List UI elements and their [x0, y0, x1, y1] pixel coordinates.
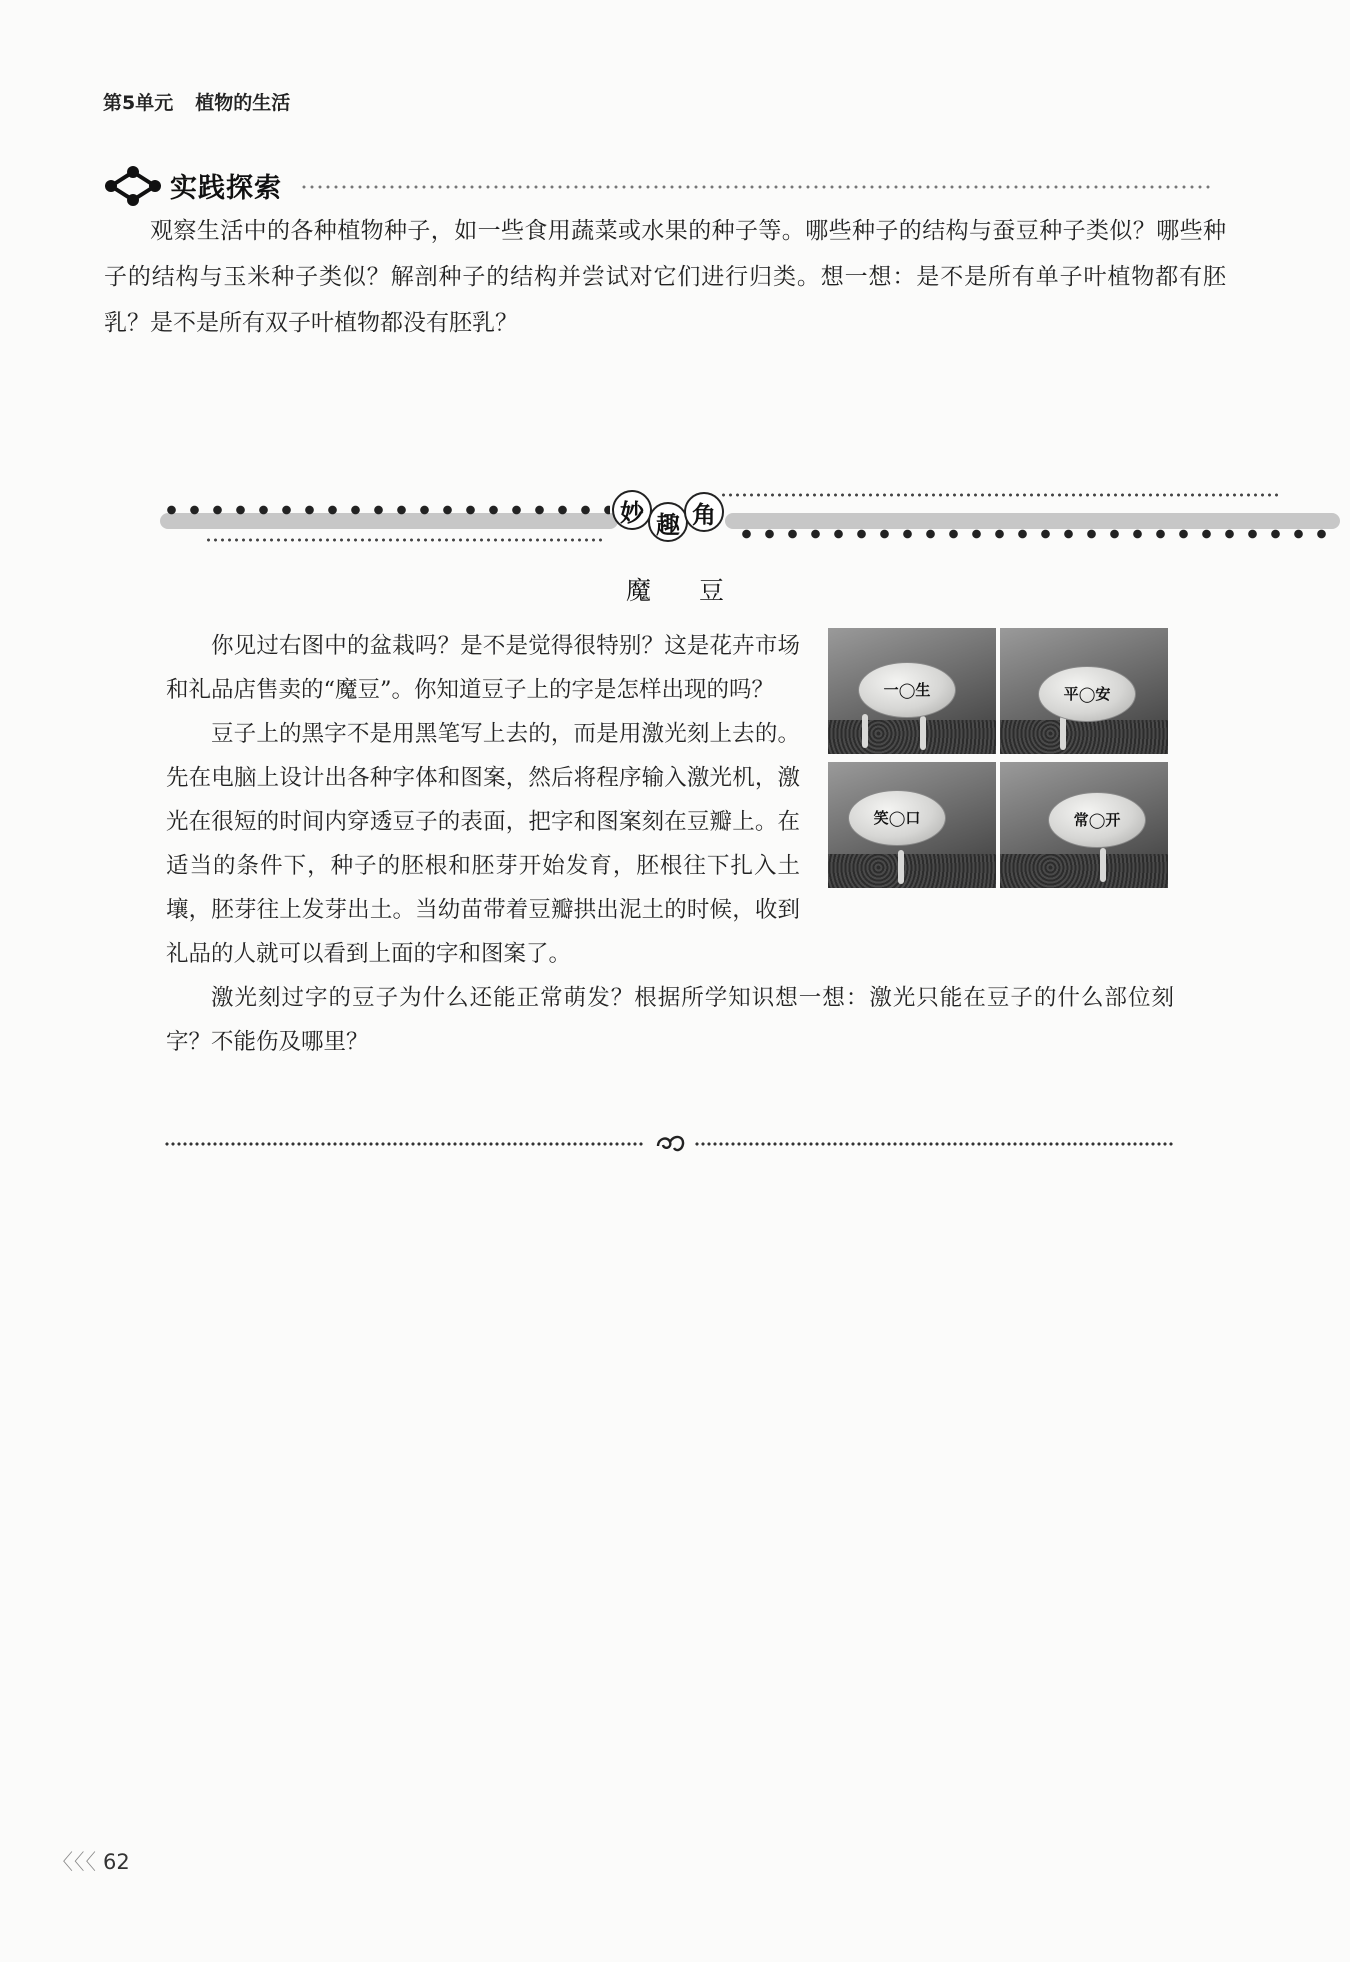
- fun-corner-body: [166, 624, 1174, 1064]
- bean-photo: [828, 628, 996, 754]
- fun-corner-badge: 角: [684, 492, 724, 532]
- fine-dotted-rule: [720, 493, 1282, 497]
- unit-label: 第5单元: [103, 92, 174, 114]
- bean-text: 一◯生: [858, 662, 956, 718]
- fun-corner-header: [160, 488, 1190, 548]
- diamond-dots-icon: [104, 166, 166, 206]
- dotted-rule: [164, 1142, 644, 1146]
- bean-photo: [1000, 628, 1168, 754]
- practice-section-header: [104, 166, 1214, 206]
- practice-body: [104, 208, 1226, 346]
- magic-bean-photos: [828, 628, 1174, 890]
- bean-text: 笑◯口: [848, 790, 946, 846]
- dotted-rule: [694, 1142, 1174, 1146]
- running-head: [103, 88, 290, 115]
- fine-dotted-rule: [205, 538, 605, 542]
- fun-paragraph: 激光刻过字的豆子为什么还能正常萌发？根据所学知识想一想：激光只能在豆子的什么部位刻字？不能伤及哪里？: [166, 985, 1174, 1055]
- bean-text: 平◯安: [1038, 666, 1136, 722]
- bold-dotted-rule: [735, 528, 1335, 540]
- chevrons-left-icon: 〈〈〈: [52, 1850, 97, 1874]
- bean-photo: [828, 762, 996, 888]
- practice-title: 实践探索: [170, 173, 282, 204]
- swirl-ornament-icon: [654, 1132, 688, 1156]
- fun-corner-footer: [164, 1132, 1174, 1156]
- fun-corner-badge: 妙: [612, 490, 652, 530]
- fun-paragraph: 你见过右图中的盆栽吗？是不是觉得很特别？这是花卉市场和礼品店售卖的“魔豆”。你知道豆子上的字是怎样出现的吗？: [166, 633, 800, 703]
- dotted-rule: [300, 185, 1210, 189]
- bold-dotted-rule: [160, 504, 610, 516]
- unit-title: 植物的生活: [195, 92, 291, 114]
- bean-text: 常◯开: [1048, 792, 1146, 848]
- bean-photo: [1000, 762, 1168, 888]
- practice-paragraph: 观察生活中的各种植物种子，如一些食用蔬菜或水果的种子等。哪些种子的结构与蚕豆种子类似？哪些种子的结构与玉米种子类似？解剖种子的结构并尝试对它们进行归类。想一想：是不是所有单子叶植物都有胚乳？是不是所有双子叶植物都没有胚乳？: [104, 218, 1226, 336]
- gray-bar: [725, 513, 1340, 529]
- page-number: 62: [103, 1850, 130, 1874]
- page-footer: [52, 1846, 130, 1876]
- fun-corner-title: 魔豆: [625, 576, 772, 605]
- fun-corner-badge: 趣: [648, 502, 688, 542]
- fun-paragraph: 豆子上的黑字不是用黑笔写上去的，而是用激光刻上去的。先在电脑上设计出各种字体和图案，然后将程序输入激光机，激光在很短的时间内穿透豆子的表面，把字和图案刻在豆瓣上。在适当的条件下，种子的胚根和胚芽开始发育，胚根往下扎入土壤，胚芽往上发芽出土。当幼苗带着豆瓣拱出泥土的时候，收到礼品的人就可以看到上面的字和图案了。: [166, 721, 800, 967]
